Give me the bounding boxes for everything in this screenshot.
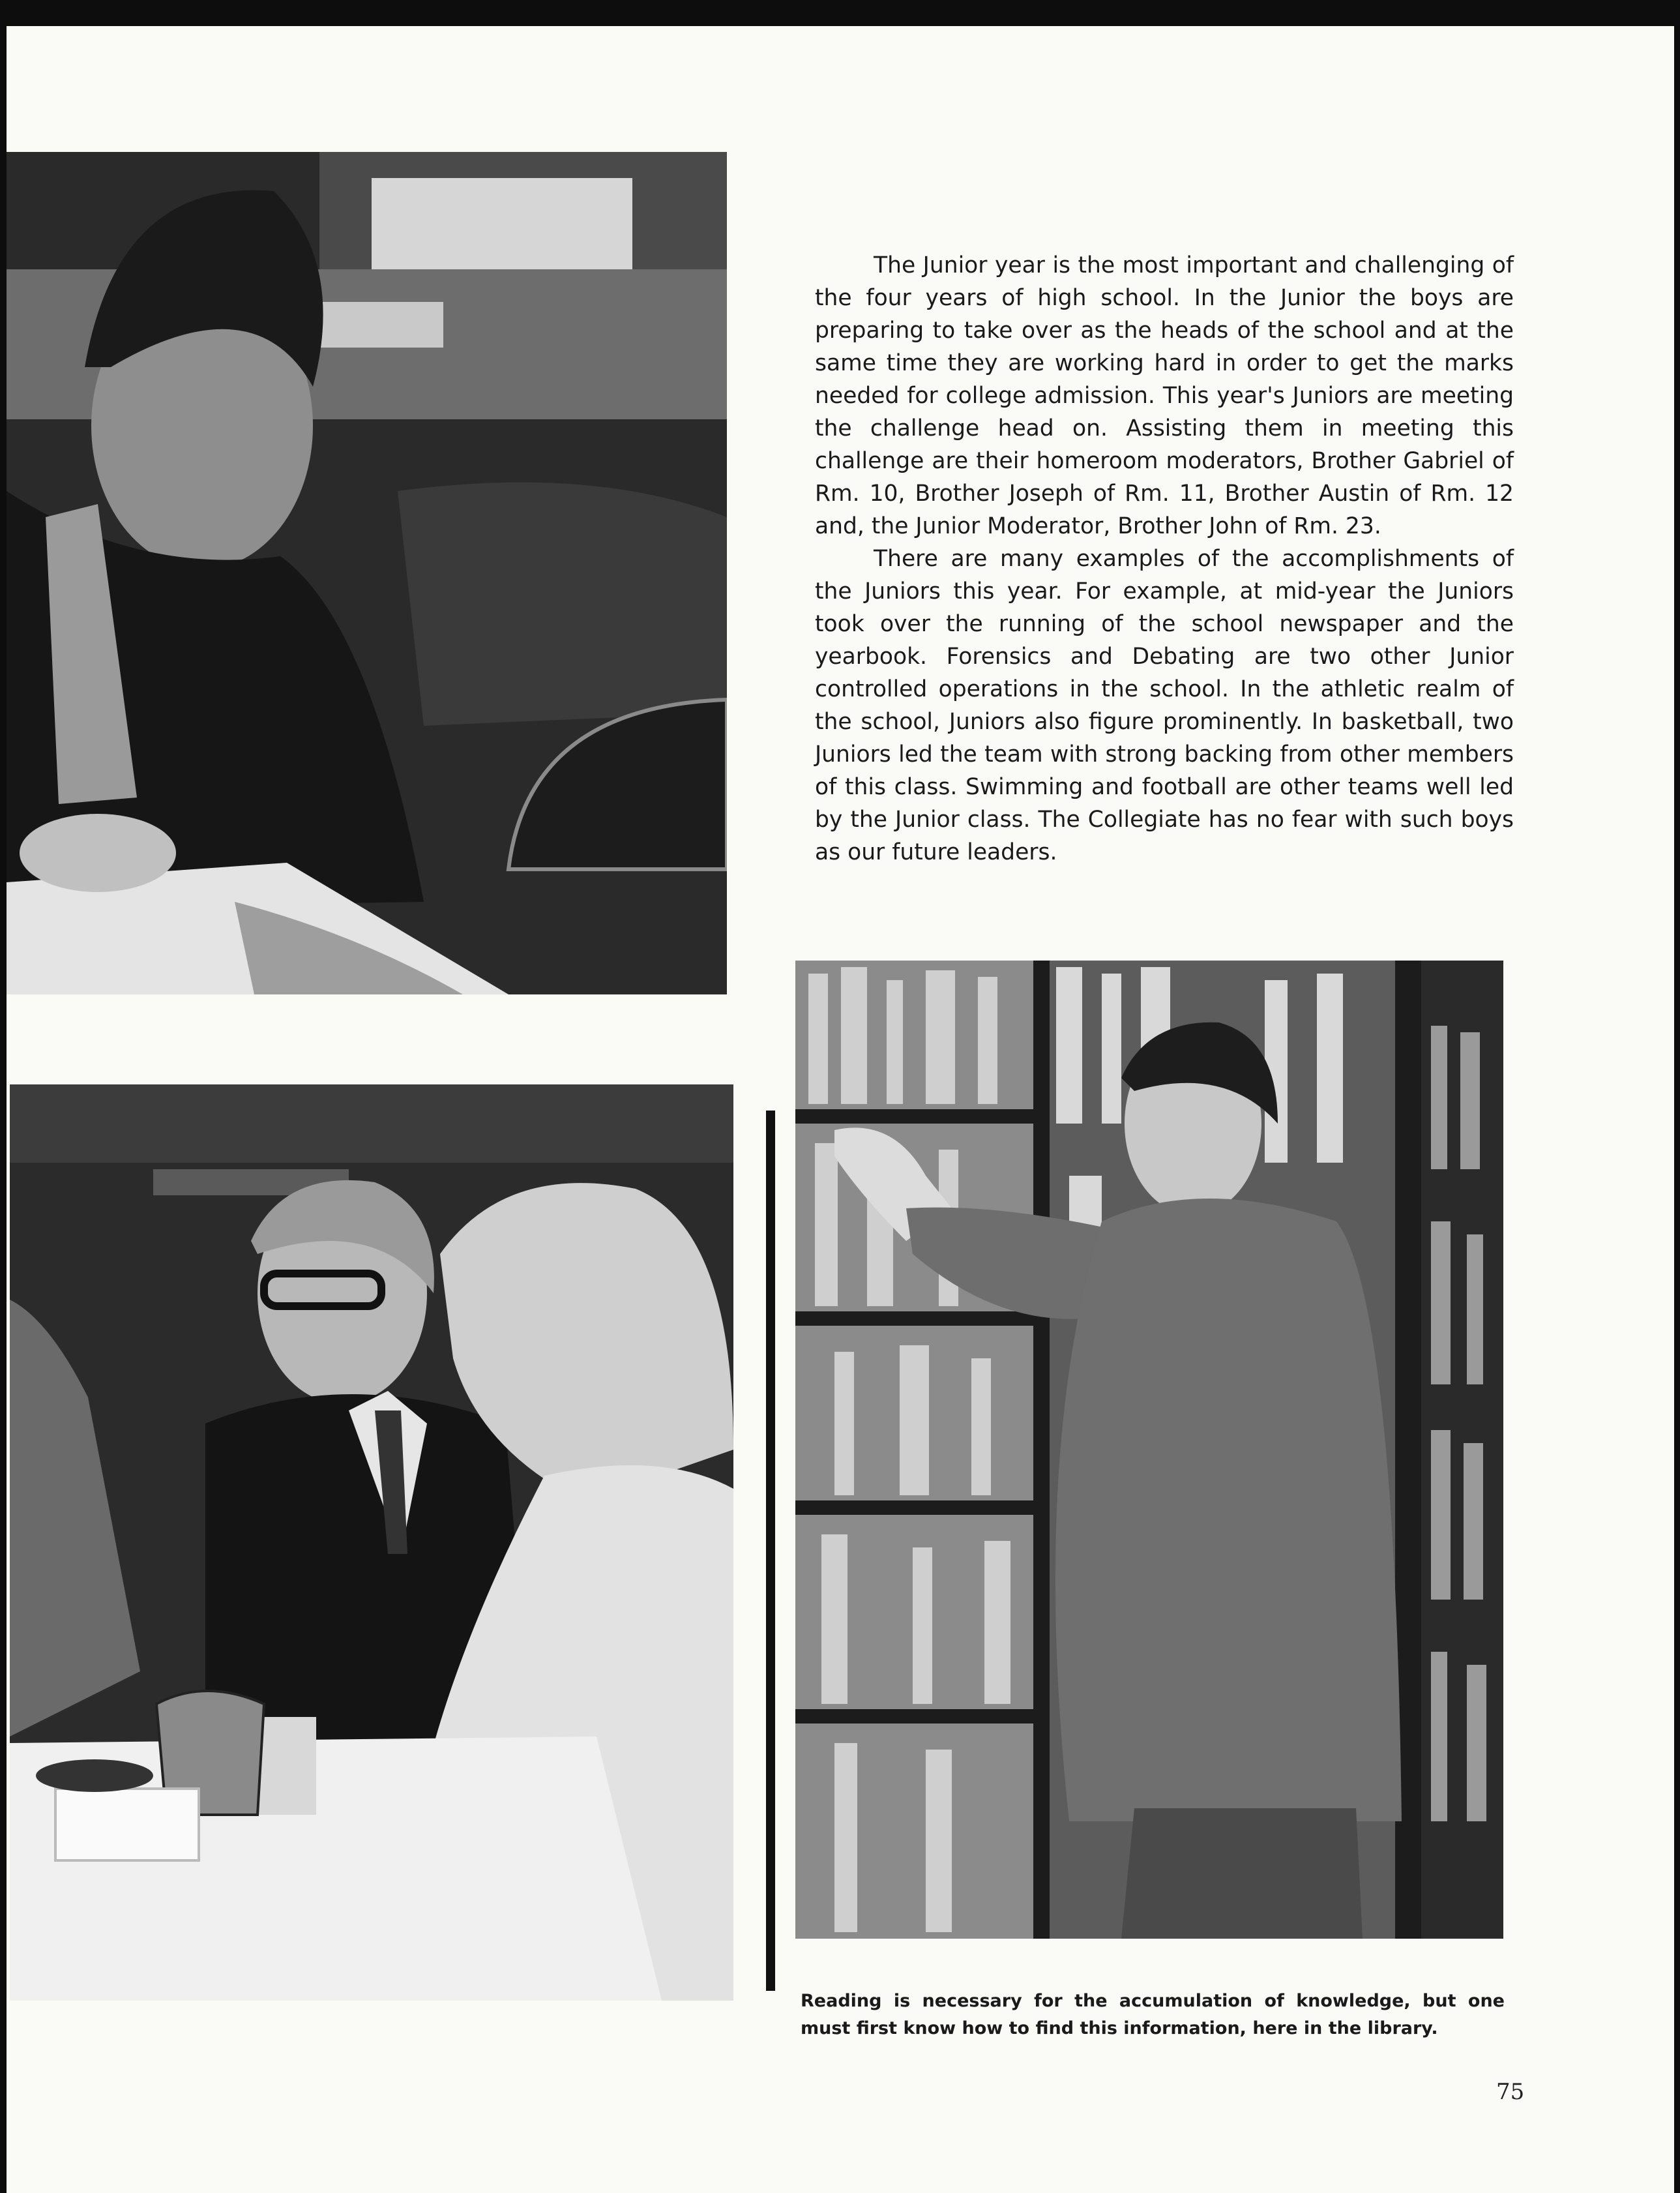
yearbook-page [7, 26, 1674, 2193]
vertical-rule [766, 1111, 775, 1991]
article-body [815, 249, 1514, 869]
photo-students-at-table [10, 1084, 733, 2001]
photo-library-stacks-image [795, 961, 1503, 1939]
photo-caption: Reading is necessary for the accumulation of knowledge, but one must first know how to find this information, here in the library. [801, 1991, 1505, 2038]
photo-student-reading-image [7, 152, 727, 994]
photo-students-at-table-image [10, 1084, 733, 2001]
photo-student-reading [7, 152, 727, 994]
article-paragraph-1: The Junior year is the most important and challenging of the four years of high school. In the Junior the boys are preparing to take over as the heads of the school and at the same time they are working hard in order to get the marks needed for college admission. This year's Juniors are meeting the challenge head on. Assisting them in meeting this challenge are their homeroom moderators, Brother Gabriel of Rm. 10, Brother Joseph of Rm. 11, Brother Austin of Rm. 12 and, the Junior Moderator, Brother John of Rm. 23. [815, 252, 1514, 539]
photo-library-stacks [795, 961, 1503, 1939]
page-number: 75 [1496, 2079, 1525, 2105]
article-paragraph-2: There are many examples of the accomplishments of the Juniors this year. For example, at mid-year the Juniors took over the running of the school newspaper and the yearbook. Forensics and Debating are two other Junior controlled operations in the school. In the athletic realm of the school, Juniors also figure prominently. In basketball, two Juniors led the team with strong backing from other members of this class. Swimming and football are other teams well led by the Junior class. The Collegiate has no fear with such boys as our future leaders. [815, 546, 1514, 865]
